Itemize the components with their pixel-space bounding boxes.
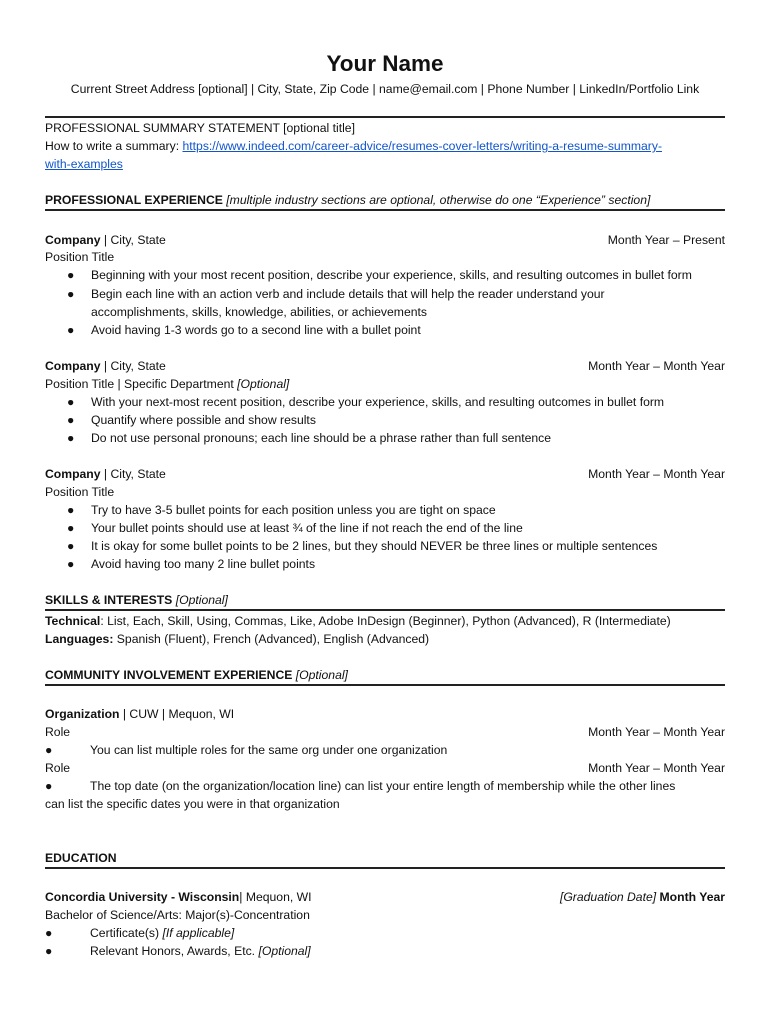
job-3-company: Company bbox=[45, 467, 101, 481]
header-divider bbox=[45, 116, 725, 118]
job-2-location: | City, State bbox=[100, 359, 166, 373]
bullet-icon: ● bbox=[45, 743, 53, 757]
bullet-icon: ● bbox=[45, 944, 53, 958]
job-3-title: Position Title bbox=[45, 485, 115, 499]
languages-line bbox=[45, 630, 725, 648]
job-3-header bbox=[45, 465, 725, 483]
bullet-icon: ● bbox=[67, 539, 75, 553]
community-org-line bbox=[45, 705, 725, 723]
education-school-line bbox=[45, 888, 725, 906]
technical-skills-line bbox=[45, 612, 725, 630]
job-1-company: Company bbox=[45, 233, 101, 247]
job-3-dates: Month Year – Month Year bbox=[588, 467, 725, 481]
community-role-2-bullet-cont: can list the specific dates you were in that organization bbox=[45, 797, 340, 811]
community-org-rest: | CUW | Mequon, WI bbox=[119, 707, 235, 721]
community-role-1: Role Month Year – Month Year bbox=[45, 725, 725, 739]
skills-heading-note: [Optional] bbox=[175, 593, 228, 607]
job-1-header bbox=[45, 231, 725, 249]
education-divider bbox=[45, 867, 725, 869]
job-2-title-note: [Optional] bbox=[237, 377, 290, 391]
languages-label: Languages: bbox=[45, 632, 114, 646]
job-3-location: | City, State bbox=[100, 467, 166, 481]
bullet-icon: ● bbox=[67, 557, 75, 571]
summary-link[interactable]: https://www.indeed.com/career-advice/resumes-cover-letters/writing-a-resume-summary- bbox=[182, 139, 662, 153]
community-org: Organization bbox=[45, 707, 120, 721]
bullet-icon: ● bbox=[67, 413, 75, 427]
community-divider bbox=[45, 684, 725, 686]
education-heading: EDUCATION bbox=[45, 851, 117, 865]
summary-link-cont-line bbox=[45, 155, 725, 173]
technical-value: : List, Each, Skill, Using, Commas, Like, Adobe InDesign (Beginner), Python (Advanced), R (Intermediate) bbox=[100, 614, 671, 628]
job-1-dates: Month Year – Present bbox=[607, 233, 725, 247]
education-degree: Bachelor of Science/Arts: Major(s)-Concentration bbox=[45, 908, 310, 922]
education-grad: [Graduation Date] Month Year bbox=[559, 890, 725, 904]
contact-line: Current Street Address [optional] | City, State, Zip Code | name@email.com | Phone Number | LinkedIn/Portfolio Link bbox=[70, 82, 700, 96]
bullet-icon: ● bbox=[67, 431, 75, 445]
community-role-2: Role Month Year – Month Year bbox=[45, 761, 725, 775]
bullet-icon: ● bbox=[67, 395, 75, 409]
summary-title: PROFESSIONAL SUMMARY STATEMENT [optional title] bbox=[45, 121, 355, 135]
languages-value: Spanish (Fluent), French (Advanced), English (Advanced) bbox=[113, 632, 430, 646]
skills-heading: SKILLS & INTERESTS [Optional] bbox=[45, 593, 228, 607]
job-1-title: Position Title bbox=[45, 250, 115, 264]
community-role-1-dates: Month Year – Month Year bbox=[588, 725, 725, 739]
job-2-company: Company bbox=[45, 359, 101, 373]
summary-how-line bbox=[45, 137, 725, 155]
bullet-icon: ● bbox=[67, 268, 75, 282]
education-school: Concordia University - Wisconsin bbox=[45, 890, 240, 904]
bullet-icon: ● bbox=[67, 503, 75, 517]
community-heading-note: [Optional] bbox=[295, 668, 348, 682]
education-school-rest: | Mequon, WI bbox=[239, 890, 312, 904]
bullet-icon: ● bbox=[67, 521, 75, 535]
experience-heading-note: [multiple industry sections are optional, otherwise do one “Experience” section] bbox=[226, 193, 651, 207]
bullet-icon: ● bbox=[45, 926, 53, 940]
bullet-icon: ● bbox=[67, 323, 75, 337]
experience-heading-text: PROFESSIONAL EXPERIENCE bbox=[45, 193, 223, 207]
summary-link-cont[interactable]: with-examples bbox=[45, 157, 123, 171]
summary-how-label: How to write a summary: bbox=[45, 139, 183, 153]
experience-heading bbox=[45, 191, 725, 209]
job-2-header bbox=[45, 357, 725, 375]
bullet-icon: ● bbox=[67, 287, 75, 301]
job-1-location: | City, State bbox=[100, 233, 166, 247]
job-2-dates: Month Year – Month Year bbox=[588, 359, 725, 373]
resume-name: Your Name bbox=[326, 51, 444, 76]
technical-label: Technical bbox=[45, 614, 101, 628]
skills-divider bbox=[45, 609, 725, 611]
experience-divider bbox=[45, 209, 725, 211]
community-role-2-dates: Month Year – Month Year bbox=[588, 761, 725, 775]
bullet-icon: ● bbox=[45, 779, 53, 793]
community-heading: COMMUNITY INVOLVEMENT EXPERIENCE [Optional] bbox=[45, 668, 348, 682]
job-2-title: Position Title | Specific Department [Optional] bbox=[45, 377, 290, 391]
